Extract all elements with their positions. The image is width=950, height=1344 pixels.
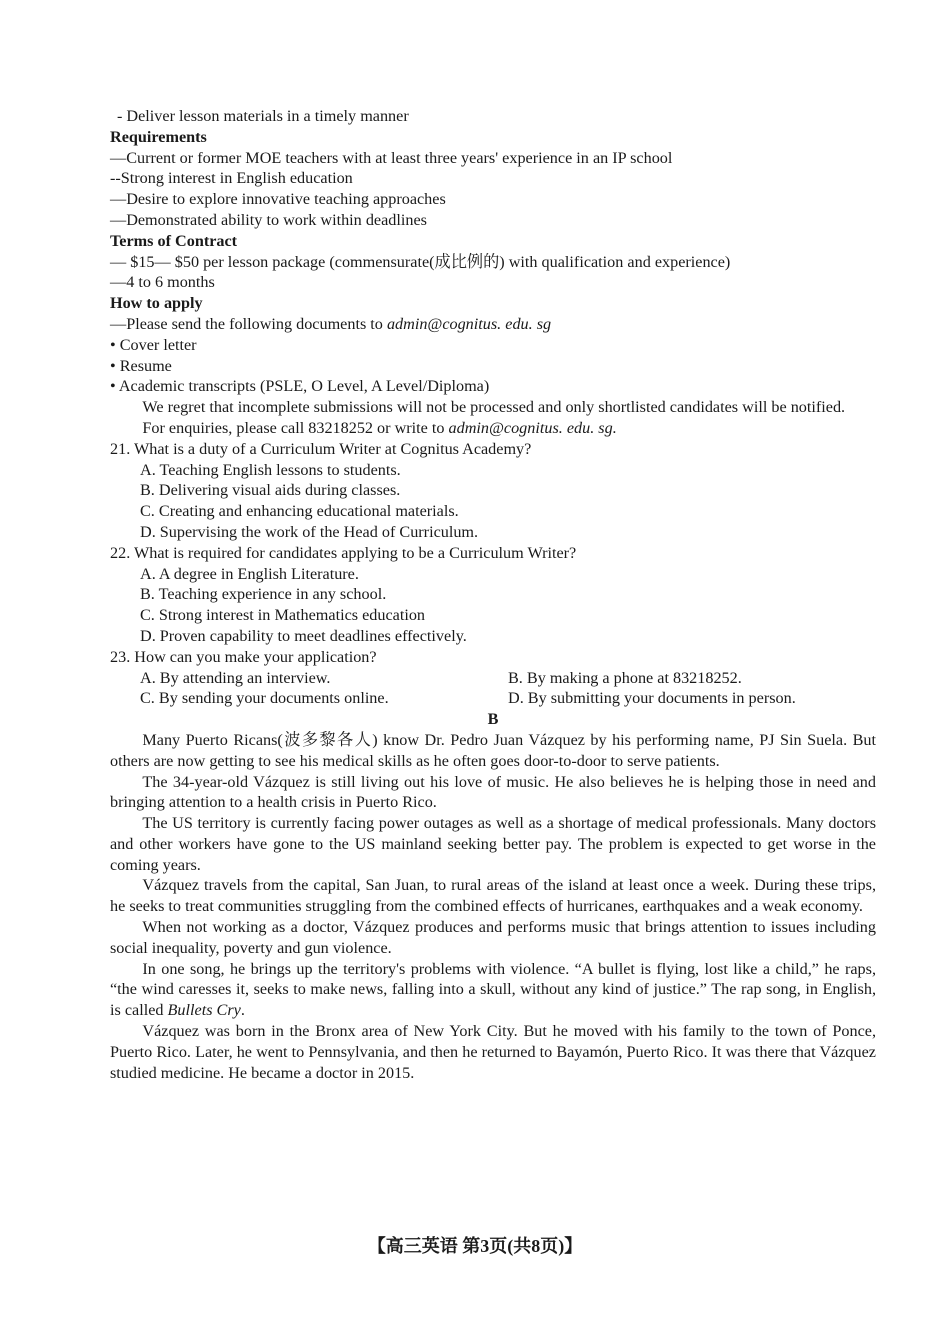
enquiries-note (110, 418, 876, 439)
passage-paragraph: Vázquez was born in the Bronx area of New York City. But he moved with his family to the town of Ponce, Puerto Rico. Later, he went to Pennsylvania, and then he returned to Bayamón, Puerto Rico. It was there that Vázquez studied medicine. He became a doctor in 2015. (110, 1022, 876, 1082)
passage-paragraph: The 34-year-old Vázquez is still living out his love of music. He also believes he is helping those in need and bringing attention to a health crisis in Puerto Rico. (110, 772, 876, 812)
option-a: A. A degree in English Literature. (140, 564, 359, 583)
document-bullet: • Cover letter (110, 335, 197, 354)
passage-paragraph: Many Puerto Ricans(波多黎各人) know Dr. Pedro Juan Vázquez by his performing name, PJ Sin Suela. But others are now getting to see his medical skills as he often goes door-to-door to serve patients. (110, 730, 876, 770)
apply-heading: How to apply (110, 294, 203, 313)
options-row (110, 668, 876, 689)
paragraph-text: In one song, he brings up the territory's problems with violence. “A bullet is flying, lost like a child,” he raps, “the wind caresses it, seeks to make news, falling into a skull, without any kind of justice.” The rap song, in English, is called (110, 959, 876, 1020)
requirement-item: —Desire to explore innovative teaching approaches (110, 190, 446, 209)
question-stem: 23. How can you make your application? (110, 647, 377, 666)
regret-note: We regret that incomplete submissions will not be processed and only shortlisted candidates will be notified. (142, 398, 846, 417)
options-row (110, 688, 876, 709)
enquiries-text: For enquiries, please call 83218252 or write to (142, 418, 449, 437)
terms-item: — $15— $50 per lesson package (commensurate(成比例的) with qualification and experience) (110, 252, 731, 271)
question-23 (110, 647, 876, 709)
question-stem: 22. What is required for candidates applying to be a Curriculum Writer? (110, 543, 577, 562)
option-d: D. By submitting your documents in person. (508, 689, 796, 708)
page-footer: 【高三英语 第3页(共8页)】 (367, 1236, 583, 1256)
requirement-item: --Strong interest in English education (110, 169, 353, 188)
option-b: B. By making a phone at 83218252. (508, 668, 742, 687)
option-c: C. Strong interest in Mathematics education (140, 606, 426, 625)
question-22 (110, 543, 876, 647)
passage-paragraph: The US territory is currently facing power outages as well as a shortage of medical professionals. Many doctors and other workers have gone to the US mainland seeking better pay. The problem is expected to get worse in the coming years. (110, 814, 876, 874)
option-c: C. Creating and enhancing educational materials. (140, 502, 459, 521)
document-bullet: • Academic transcripts (PSLE, O Level, A Level/Diploma) (110, 377, 490, 396)
enquiries-email: admin@cognitus. edu. sg. (448, 418, 617, 437)
option-d: D. Supervising the work of the Head of Curriculum. (140, 522, 479, 541)
passage-paragraph: Vázquez travels from the capital, San Juan, to rural areas of the island at least once a week. During these trips, he seeks to treat communities struggling from the combined effects of hurricanes, earthquakes and a weak economy. (110, 876, 876, 916)
terms-item: —4 to 6 months (110, 273, 215, 292)
paragraph-end: . (240, 1001, 245, 1020)
requirement-item: —Demonstrated ability to work within deadlines (110, 210, 427, 229)
option-a: A. By attending an interview. (140, 668, 331, 687)
option-b: B. Teaching experience in any school. (140, 585, 387, 604)
terms-heading: Terms of Contract (110, 231, 238, 250)
exam-page (110, 106, 876, 1083)
option-d: D. Proven capability to meet deadlines effectively. (140, 626, 467, 645)
duty-line: - Deliver lesson materials in a timely manner (117, 107, 409, 125)
requirement-item: —Current or former MOE teachers with at least three years' experience in an IP school (110, 148, 673, 167)
question-21 (110, 439, 876, 543)
apply-email: admin@cognitus. edu. sg (386, 314, 552, 333)
passage-paragraph: When not working as a doctor, Vázquez produces and performs music that brings attention to issues including social inequality, poverty and gun violence. (110, 918, 876, 957)
apply-intro-text: —Please send the following documents to (110, 314, 387, 333)
passage-paragraph (110, 959, 876, 1021)
passage-b-label: B (487, 710, 499, 729)
song-title: Bullets Cry (167, 1001, 241, 1020)
apply-intro (110, 314, 876, 335)
requirements-heading: Requirements (110, 127, 207, 146)
option-c: C. By sending your documents online. (140, 689, 389, 708)
option-a: A. Teaching English lessons to students. (140, 460, 401, 479)
option-b: B. Delivering visual aids during classes. (140, 481, 401, 500)
document-bullet: • Resume (110, 356, 172, 375)
question-stem: 21. What is a duty of a Curriculum Writer at Cognitus Academy? (110, 439, 532, 458)
